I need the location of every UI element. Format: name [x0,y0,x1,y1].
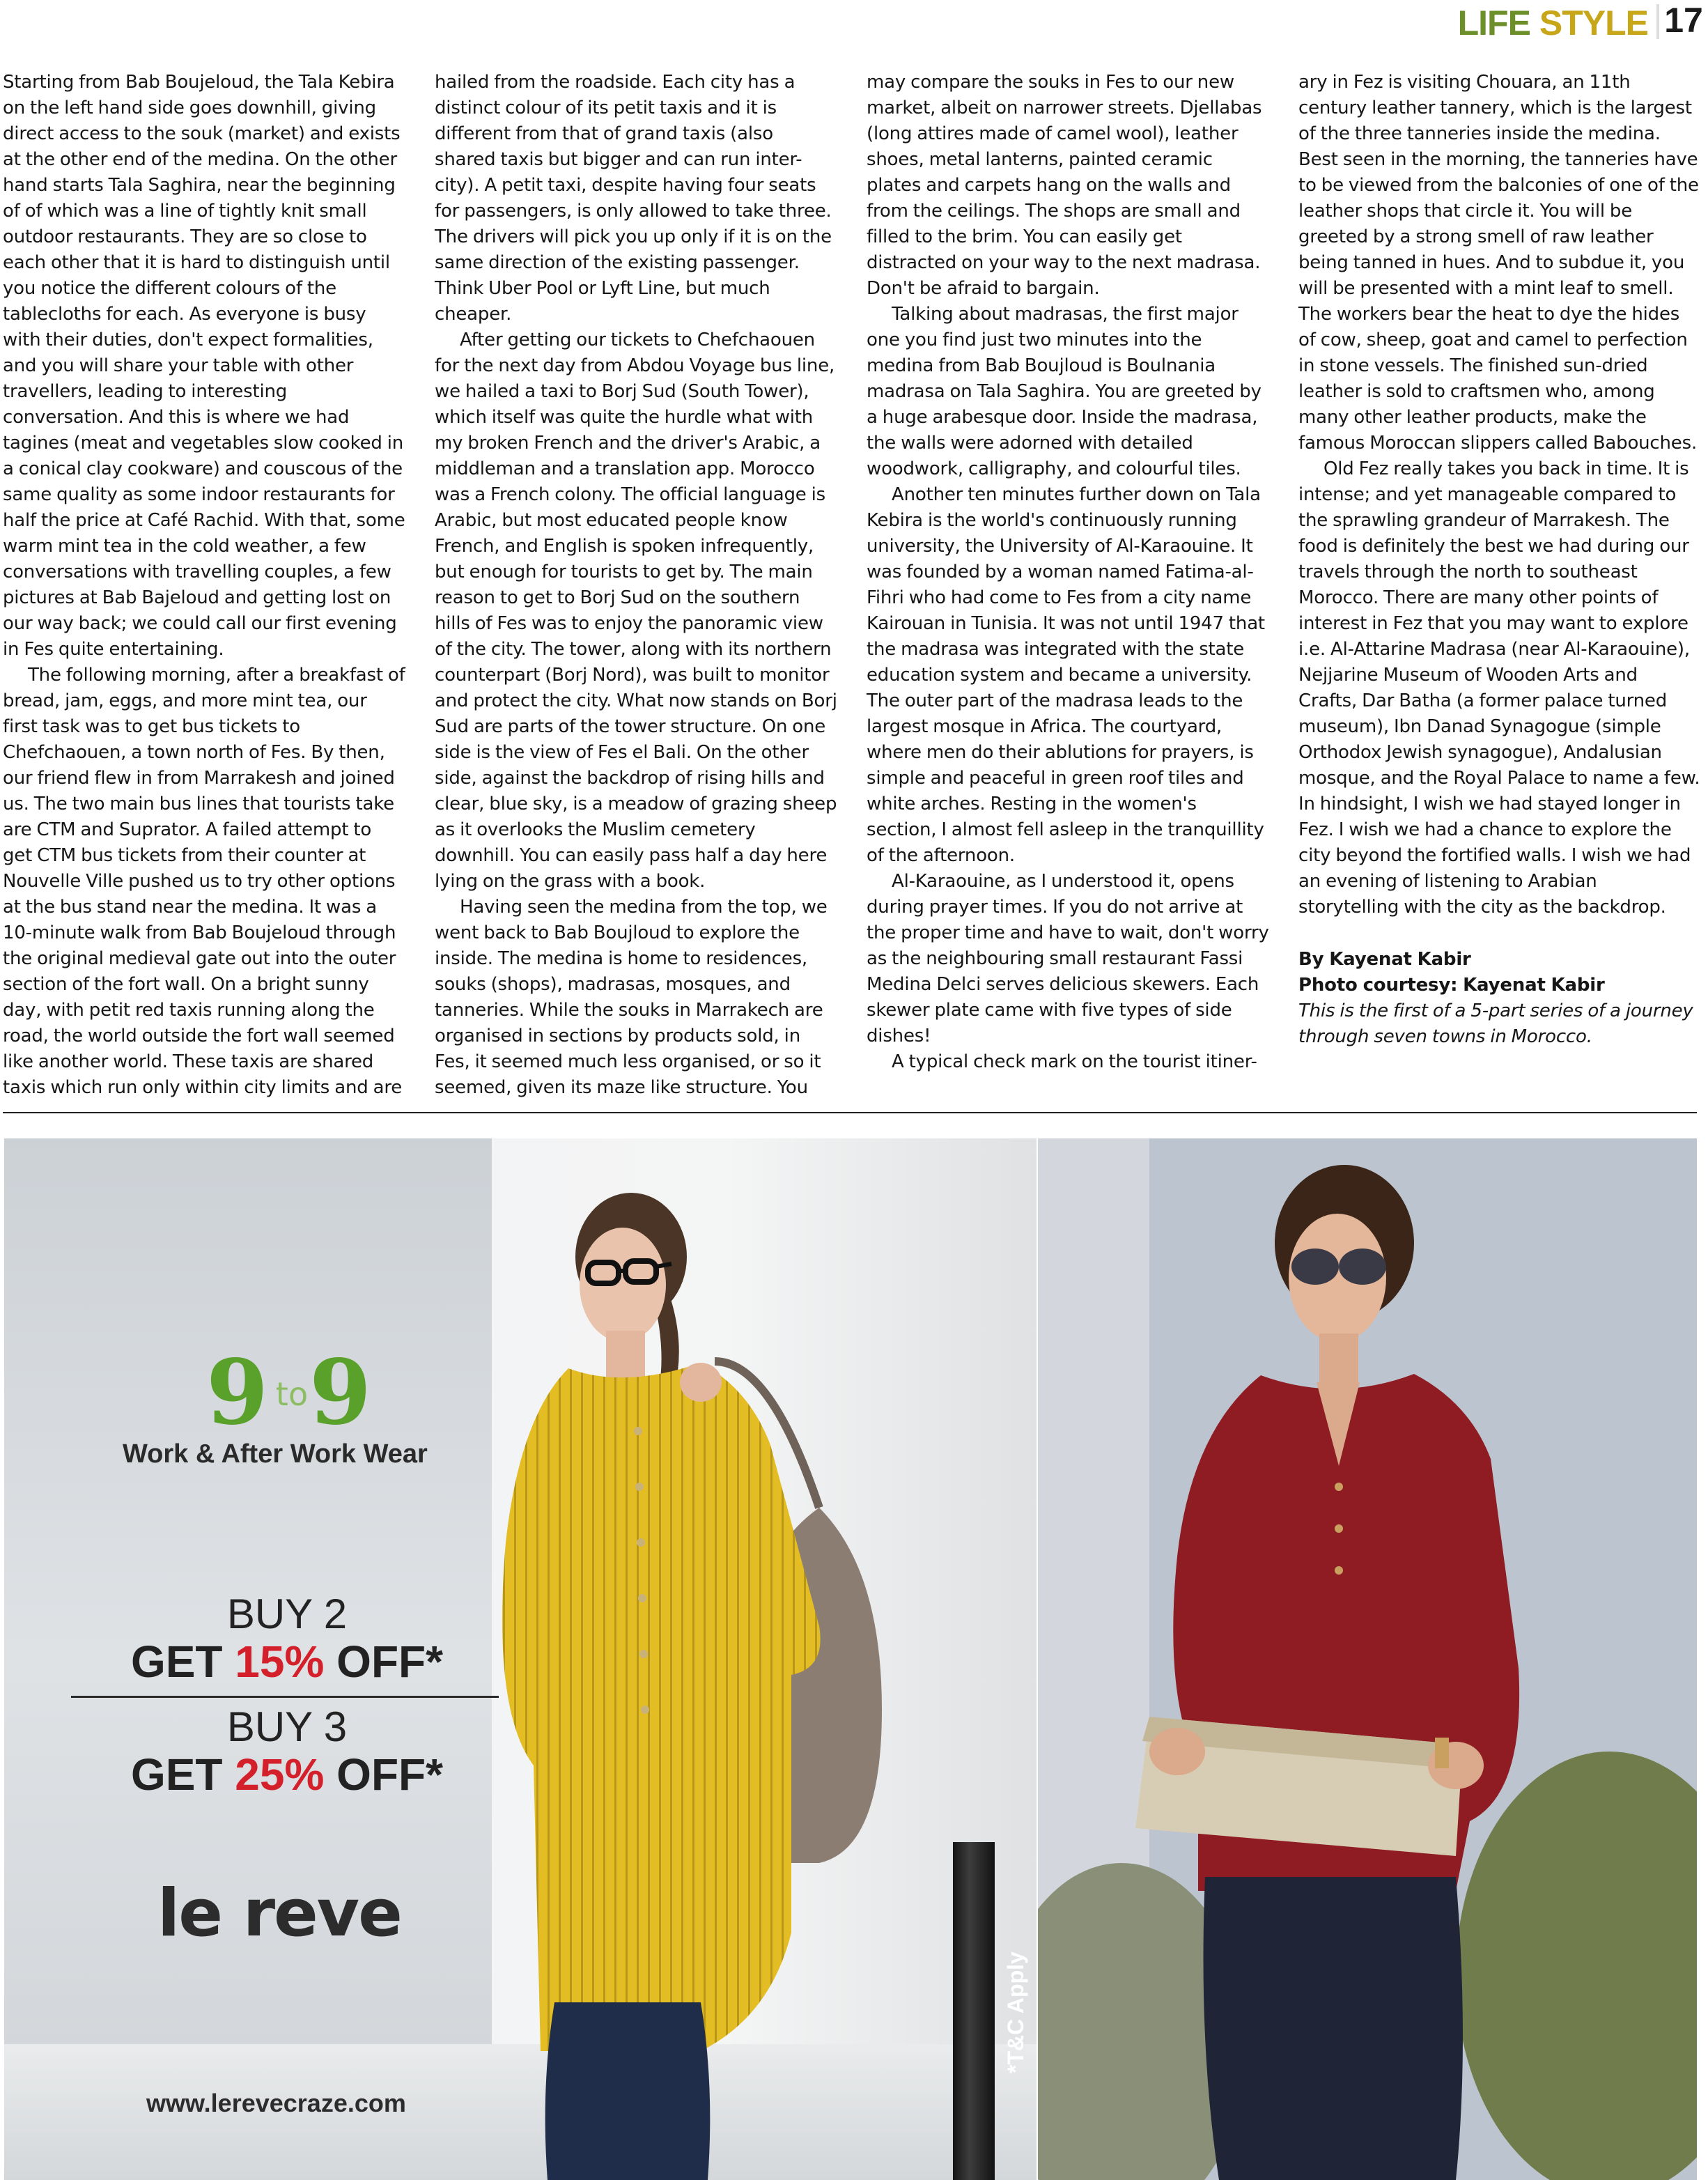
paragraph: Talking about madrasas, the first major one you find just two minutes into the medina from Bab Boujloud is Boulnania madrasa on Tala Saghira. You are greeted by a huge arabesque door. Inside the madrasa, the walls were adorned with detailed woodwork, calligraphy, and colourful tiles. [867,304,1261,479]
advertisement [4,1138,1697,2180]
paragraph: may compare the souks in Fes to our new market, albeit on narrower streets. Djellabas (long attires made of camel wool), leather shoes, metal lanterns, painted ceramic plates and carpets hang on the walls and from the ceilings. The shops are small and filled to the brim. You can easily get distracted on your way to the next madrasa. Don't be afraid to bargain. [867,72,1262,299]
nine-to-nine-logo [206,1340,415,1445]
brand-logo: le reve [157,1876,401,1951]
ad-right-panel [1038,1138,1697,2180]
ad-tagline: Work & After Work Wear [123,1439,428,1469]
article-column-2 [435,70,837,1101]
logo-nine-second: 9 [309,1340,372,1445]
brand-website: www.lerevecraze.com [146,2089,406,2117]
ad-left-panel [4,1138,1037,2180]
article-body [3,70,1700,1098]
offer-get-word: GET [130,1749,223,1800]
offer-buy-three [71,1704,503,1799]
offer-off-word: OFF* [336,1749,444,1800]
model-red-top-photo [1038,1138,1697,2180]
offer-get-word: GET [130,1637,223,1687]
page-header [1402,0,1708,42]
offer-off-word: OFF* [336,1637,444,1687]
offer-get-line [71,1750,503,1799]
paragraph: ary in Fez is visiting Chouara, an 11th century leather tannery, which is the largest of the three tanneries inside the medina. Best seen in the morning, the tanneries have to be viewed from the balconies of one of the leather shops that circle it. You will be greeted by a strong smell of raw leather being tanned in hues. And to subdue it, you will be presented with a mint leaf to smell. The workers bear the heat to dye the hides of cow, sheep, goat and camel to perfection in stone vessels. The finished sun-dried leather is sold to craftsmen who, among many other leather products, make the famous Moroccan slippers called Babouches. [1298,72,1699,454]
offer-divider [71,1696,499,1698]
offer-buy-two [71,1591,503,1686]
article-column-4 [1298,70,1701,1050]
offer-buy-label: BUY 3 [226,1703,348,1750]
section-title-life: LIFE [1457,3,1530,42]
paragraph: After getting our tickets to Chefchaouen for the next day from Abdou Voyage bus line, we hailed a taxi to Borj Sud (South Tower), which itself was quite the hurdle what with my broken French and the driver's Arabic, a middleman and a translation app. Morocco was a French colony. The official language is Arabic, but most educated people know French, and English is spoken infrequently, but enough for tourists to get by. The main reason to get to Borj Sud on the southern hills of Fes was to enjoy the panoramic view of the city. The tower, along with its northern counterpart (Borj Nord), was built to monitor and protect the city. What now stands on Borj Sud are parts of the tower structure. On one side is the view of Fes el Bali. On the other side, against the backdrop of rising hills and clear, blue sky, is a meadow of grazing sheep as it overlooks the Muslim cemetery downhill. You can easily pass half a day here lying on the grass with a book. [435,330,837,892]
offer-get-line [71,1637,503,1686]
paragraph: Al-Karaouine, as I understood it, opens during prayer times. If you do not arrive at the proper time and have to wait, don't worry as the neighbouring small restaurant Fassi Medina Delci serves delicious skewers. Each skewer plate came with five types of side dishes! [867,871,1269,1046]
section-divider [3,1112,1697,1113]
model-yellow-top-photo [492,1180,993,2180]
paragraph: Having seen the medina from the top, we went back to Bab Boujloud to explore the inside. The medina is home to residences, souks (shops), madrasas, mosques, and tanneries. While the souks in Marrakech are organised in sections by products sold, in Fes, it seemed much less organised, or so it seemed, given its maze like structure. You [435,897,828,1098]
section-title-style: STYLE [1539,3,1648,42]
logo-to: to [275,1375,309,1413]
paragraph: The following morning, after a breakfast of bread, jam, eggs, and more mint tea, our first task was to get bus tickets to Chefchaouen, a town north of Fes. By then, our friend flew in from Marrakesh and joined us. The two main bus lines that tourists take are CTM and Suprator. A failed attempt to get CTM bus tickets from their counter at Nouvelle Ville pushed us to try other options at the bus stand near the medina. It was a 10-minute walk from Bab Boujeloud through the original medieval gate out into the outer section of the fort wall. On a bright sunny day, with petit red taxis running along the road, the world outside the fort wall seemed like another world. These taxis are shared taxis which run only within city limits and are [3,665,405,1098]
page-number: 17 [1664,1,1703,40]
article-column-3 [867,70,1269,1075]
author-byline: By Kayenat Kabir [1298,949,1471,970]
logo-nine-first: 9 [206,1340,269,1445]
paragraph: A typical check mark on the tourist itiner- [892,1051,1257,1072]
paragraph: Starting from Bab Boujeloud, the Tala Kebira on the left hand side goes downhill, giving direct access to the souk (market) and exists at the other end of the medina. On the other hand starts Tala Saghira, near the beginning of of which was a line of tightly knit small outdoor restaurants. They are so close to each other that it is hard to distinguish until you notice the different colours of the tablecloths for each. As everyone is busy with their duties, don't expect formalities, and you will share your table with other travellers, leading to interesting conversation. And this is where we had tagines (meat and vegetables slow cooked in a conical clay cookware) and couscous of the same quality as some indoor restaurants for half the price at Café Rachid. With that, some warm mint tea in the cold weather, a few conversations with travelling couples, a few pictures at Bab Bajeloud and getting lost on our way back; we could call our first evening in Fes quite entertaining. [3,72,405,660]
section-title [1458,3,1648,43]
offer-buy-label: BUY 2 [226,1591,348,1637]
paragraph: Another ten minutes further down on Tala Kebira is the world's continuously running university, the University of Al-Karaouine. It was founded by a woman named Fatima-al-Fihri who had come to Fes from a city name Kairouan in Tunisia. It was not until 1947 that the madrasa was integrated with the state education system and became a university. The outer part of the madrasa leads to the largest mosque in Africa. The courtyard, where men do their ablutions for prayers, is simple and peaceful in green roof tiles and white arches. Resting in the women's section, I almost fell asleep in the tranquillity of the afternoon. [867,484,1265,866]
paragraph: Old Fez really takes you back in time. It is intense; and yet manageable compared to the sprawling grandeur of Marrakesh. The food is definitely the best we had during our travels through the north to southeast Morocco. There are many other points of interest in Fez that you may want to explore i.e. Al-Attarine Madrasa (near Al-Karaouine), Nejjarine Museum of Wooden Arts and Crafts, Dar Batha (a former palace turned museum), Ibn Danad Synagogue (simple Orthodox Jewish synagogue), Andalusian mosque, and the Royal Palace to name a few. In hindsight, I wish we had stayed longer in Fez. I wish we had a chance to explore the city beyond the fortified walls. I wish we had an evening of listening to Arabian storytelling with the city as the backdrop. [1298,458,1700,918]
terms-note: *T&C Apply [1003,1951,1028,2073]
offer-percent: 15% [235,1637,325,1687]
paragraph: hailed from the roadside. Each city has a distinct colour of its petit taxis and it is different from that of grand taxis (also shared taxis but bigger and can run inter-city). A petit taxi, despite having four seats for passengers, is only allowed to take three. The drivers will pick you up only if it is on the same direction of the existing passenger. Think Uber Pool or Lyft Line, but much cheaper. [435,72,832,325]
series-note: This is the first of a 5-part series of a journey through seven towns in Morocco. [1298,1000,1693,1047]
offer-percent: 25% [235,1749,325,1800]
photo-credit: Photo courtesy: Kayenat Kabir [1298,975,1605,996]
article-column-1 [3,70,405,1101]
